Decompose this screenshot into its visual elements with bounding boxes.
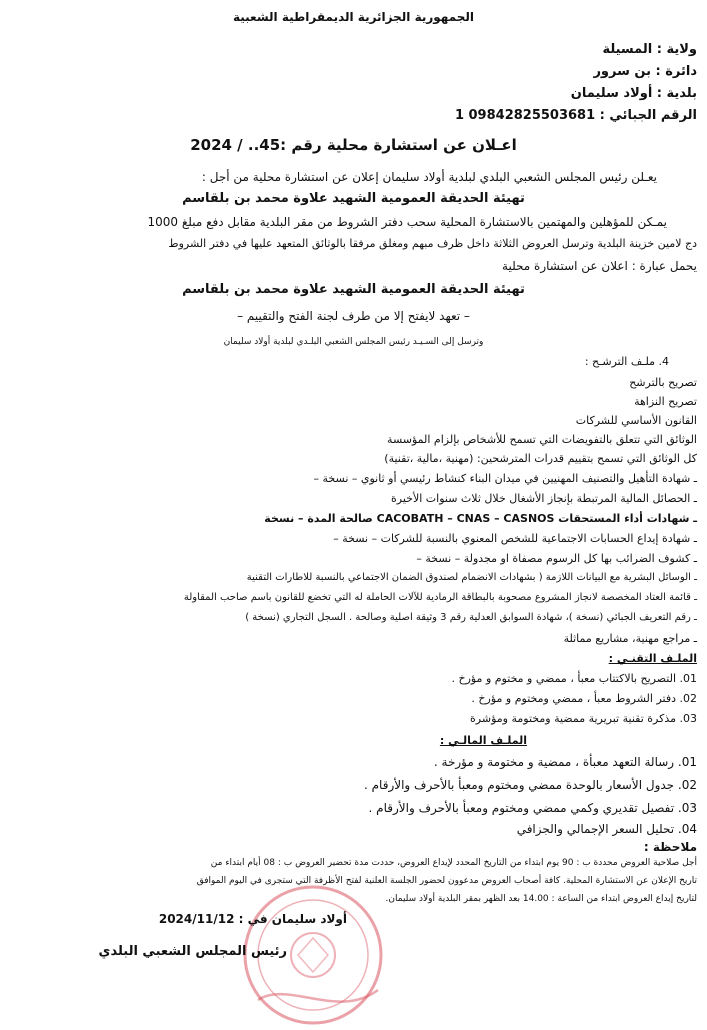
technical-heading: الملـف التقنـي : bbox=[608, 652, 697, 665]
financial-item: 01. رسالة التعهد معبأة ، ممضية و مختومة و مؤرخة . bbox=[433, 755, 697, 769]
signature-place-date: أولاد سليمان في : 2024/11/12 bbox=[158, 912, 347, 926]
project-name-repeat: تهيئة الحديقة العمومية الشهيد علاوة محمد بن بلقاسم bbox=[182, 282, 525, 297]
candidature-item: تصريح بالترشح bbox=[629, 376, 697, 389]
remark-line-1: أجل صلاحية العروض محددة ب : 90 يوم ابتداء من التاريخ المحدد لإيداع العروض، حددت مدة تحضير العروض ب : 08 أيام ابتداء من bbox=[210, 858, 697, 868]
commune-label: بلدية : أولاد سليمان bbox=[570, 86, 697, 101]
body-line-2: دج لامين خزينة البلدية وترسل العروض الثلاثة داخل ظرف مبهم ومغلق مرفقا بالوثائق المتعهد عليها في دفتر الشروط bbox=[168, 237, 697, 250]
project-name: تهيئة الحديقة العمومية الشهيد علاوة محمد بن بلقاسم bbox=[182, 191, 525, 206]
signatory-role: رئيس المجلس الشعبي البلدي bbox=[98, 944, 287, 959]
technical-item: 01. التصريح بالاكتتاب معبأ ، ممضي و مختوم و مؤرخ . bbox=[451, 672, 697, 685]
candidature-item: ـ رقم التعريف الجبائي (نسخة )، شهادة السوابق العدلية رقم 3 وثيقة اصلية وصالحة . السجل التجاري (نسخة ) bbox=[245, 612, 697, 623]
candidature-heading: 4. ملـف الترشـح : bbox=[584, 355, 669, 368]
republic-title: الجمهورية الجزائرية الديمقراطية الشعبية bbox=[232, 10, 475, 24]
technical-item: 03. مذكرة تقنية تبريرية ممضية ومختومة ومؤشرة bbox=[470, 712, 697, 725]
candidature-item: ـ قائمة العتاد المخصصة لانجاز المشروع مصحوبة بالبطاقة الرمادية للآلات الحاملة له التي تخضع للقانون باسم صاحب المقاولة bbox=[183, 592, 697, 603]
intro-text: يعـلن رئيس المجلس الشعبي البلدي لبلدية أولاد سليمان إعلان عن استشارة محلية من أجل : bbox=[201, 170, 657, 184]
tax-id: الرقم الجبائي : 09842825503681 1 bbox=[454, 108, 697, 123]
financial-item: 02. جدول الأسعار بالوحدة ممضي ومختوم ومعبأ بالأحرف والأرقام . bbox=[364, 778, 697, 792]
candidature-item: ـ الوسائل البشرية مع البيانات اللازمة ( بشهادات الانضمام لصندوق الضمان الاجتماعي بالنسبة للاطارات التقنية bbox=[246, 572, 697, 583]
opening-notice: – تعهد لايفتح إلا من طرف لجنة الفتح والتقييم – bbox=[237, 309, 470, 323]
candidature-item: الوثائق التي تتعلق بالتفويضات التي تسمح للأشخاص بإلزام المؤسسة bbox=[387, 433, 697, 446]
body-line-3: يحمل عبارة : اعلان عن استشارة محلية bbox=[502, 259, 697, 273]
financial-heading: الملـف المالـي : bbox=[439, 734, 527, 747]
remark-heading: ملاحظة : bbox=[643, 840, 697, 854]
financial-item: 03. تفصيل تقديري وكمي ممضي ومختوم ومعبأ بالأحرف والأرقام . bbox=[368, 801, 697, 815]
technical-item: 02. دفتر الشروط معبأ ، ممضي ومختوم و مؤرخ . bbox=[471, 692, 697, 705]
candidature-item: كل الوثائق التي تسمح بتقييم قدرات المترشحين: (مهنية ،مالية ،تقنية) bbox=[384, 452, 697, 465]
remark-line-2: تاريخ الإعلان عن الاستشارة المحلية. كافة أصحاب العروض مدعوون لحضور الجلسة العلنية لفتح الأظرفة التي ستجرى في اليوم الموافق bbox=[196, 876, 697, 886]
daira-label: دائرة : بن سرور bbox=[593, 64, 697, 79]
candidature-item: ـ الحصائل المالية المرتبطة بإنجاز الأشغال خلال ثلاث سنوات الأخيرة bbox=[391, 492, 697, 505]
send-to-line: وترسل إلى السـيـد رئيس المجلس الشعبي البلـدي لبلدية أولاد سليمان bbox=[223, 337, 484, 347]
wilaya-label: ولاية : المسيلة bbox=[602, 42, 697, 57]
candidature-item: تصريح النزاهة bbox=[634, 395, 697, 408]
candidature-item: ـ مراجع مهنية، مشاريع مماثلة bbox=[563, 632, 697, 645]
candidature-item: ـ شهادة إيداع الحسابات الاجتماعية للشخص المعنوي بالنسبة للشركات – نسخة – bbox=[333, 532, 697, 545]
candidature-item: القانون الأساسي للشركات bbox=[575, 414, 697, 427]
remark-line-3: لتاريخ إيداع العروض ابتداء من الساعة : 14.00 بعد الظهر بمقر البلدية أولاد سليمان. bbox=[385, 894, 697, 904]
financial-item: 04. تحليل السعر الإجمالي والجزافي bbox=[516, 822, 697, 836]
announcement-title: اعـلان عن استشارة محلية رقم :45.. / 2024 bbox=[190, 136, 517, 154]
candidature-item: ـ شهادة التأهيل والتصنيف المهنيين في ميدان البناء كنشاط رئيسي أو ثانوي – نسخة – bbox=[313, 472, 697, 485]
candidature-item: ـ شهادات أداء المستحقات CACOBATH – CNAS – CASNOS صالحة المدة – نسخة bbox=[264, 512, 697, 525]
candidature-item: ـ كشوف الضرائب بها كل الرسوم مصفاة او مجدولة – نسخة – bbox=[416, 552, 697, 565]
body-line-1: يمـكن للمؤهلين والمهتمين بالاستشارة المحلية سحب دفتر الشروط من مقر البلدية مقابل دفع مبلغ 1000 bbox=[147, 215, 667, 229]
